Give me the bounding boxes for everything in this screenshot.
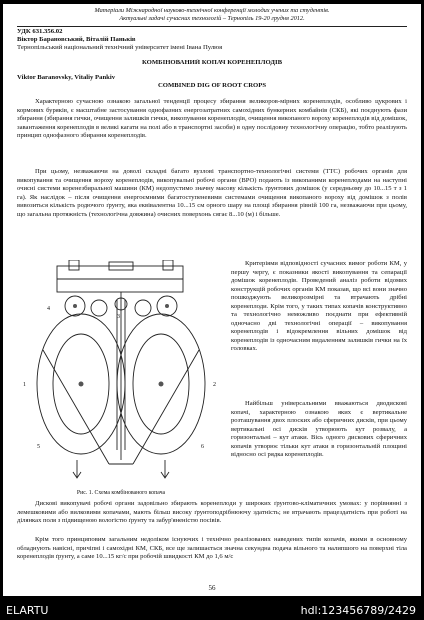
udc-code: УДК 631.356.02 [17, 28, 63, 35]
svg-text:2: 2 [213, 382, 216, 388]
paragraph-6: Крім того принциповим загальним недоліком існуючих і технічно реалізованих наведених типів копачів, якими в основному обладнують навісні, причіпні і самохідні КМ, СКБ, все ще залишається значна секундна подача вільного та налипшого на поверхні тіла коренеплодів ґрунту, а саме 10...15 кг/с при робочій швидкості КМ до 1,6 м/с [17, 536, 407, 561]
header-divider [17, 26, 407, 27]
paragraph-1: Характерною сучасною ознакою загальної тенденції процесу збирання великоров-мірних коренеплодів, особливо цукрових і кормових буряків, є масштабне застосування однофазних енергозатратних самохідних бункерних комбайнів (СКБ), які поєднують фази збирання (збирання гички, очищення залишків гички, викопування коренеплодів, очищення викопаного вороху коренеплодів від домішок, завантаження коренеплодів в великі кагати на полі або в транспортні засоби) в одну послідовну технологічну операцію, тобто реалізують принцип однофазного збирання коренеплодів. [17, 98, 407, 140]
header-line-1: Матеріали Міжнародної науково-технічної конференції молодих учених та студентів. [94, 7, 330, 14]
authors-uk: Віктор Барановський, Віталій Паньків [17, 36, 136, 43]
title-en: COMBINED DIG OF ROOT CROPS [157, 82, 267, 89]
svg-text:5: 5 [37, 444, 40, 450]
figure-root-digger-scheme [17, 260, 225, 482]
svg-text:4: 4 [47, 306, 50, 312]
document-page [3, 4, 421, 596]
figure-caption: Рис. 1. Схема комбінованого копача [76, 490, 166, 496]
header-line-2: Актуальні задачі сучасних технологій – Тернопіль 19-20 грудня 2012. [119, 15, 305, 22]
title-uk: КОМБІНОВАНИЙ КОПАЧ КОРЕНЕПЛОДІВ [141, 59, 283, 66]
paragraph-4: Найбільш універсальними вважаються дводискові копачі, характерною ознакою яких є вертикальне розташування двох плоских або сферичних дисків, при цьому вертикальні осі дисків утворюють кут розвалу, а горизонтальні – кут атаки. Вісь одного дискових сферичних копачів утворює тільки кут атаки в горизонтальній площині відносно осі рядка коренеплодів. [231, 400, 407, 459]
authors-en: Viktor Baranovsky, Vitaliy Pankiv [17, 74, 116, 81]
paragraph-2: При цьому, незважаючи на доволі складні багато вузлові транспортно-технологічні системи (ТТС) робочих органів для викопування та очищення вороху коренеплодів, викопувальні робочі органи (ВРО) подають із викопаними коренеплодами на наступні очисні системи коренезбиральної машини (КМ) недопустимо значну масову кількість ґрунтових домішок (у середньому до 10...15 т з 1 га). Як наслідок – після очищення енергоємними багатоступеневими системами очищення викопаного вороху від домішок з полів вивозиться кількість родючого ґрунту, яка еквівалентна 10...15 см орного шару на площі збирання рівній 100 га, незважаючи при цьому, що загальна протяжність (технологічна довжина) очисних поверхонь сягає 8...10 (м) і більше. [17, 168, 407, 218]
svg-text:1: 1 [23, 382, 26, 388]
paragraph-3: Критеріями відповідності сучасних вимог роботи КМ, у першу чергу, є показники якості викопування та сепарації домішок коренеплодів. Проведений аналіз роботи відомих конструкцій робочих органів КМ показав, що всі вони значно пошкоджують великорозмірні та втрачають дрібні коренеплоди. Крім того, у таких типах копачів конструктивно та технологічно неможливо поєднати при ефективній одночасно дві технологічні операції – викопування коренеплодів і відокремлення вільних домішок від коренеплодів із одночасним видаленням залишків гички на їх головках. [231, 260, 407, 353]
viewer-footer [0, 600, 424, 620]
digger-diagram [17, 260, 225, 482]
paragraph-5: Дискові викопувачі робочі органи задовільно збирають коренеплоди у широких ґрунтово-кліматичних умовах: у порівнянні з лемешковими або вилковими копачами, мають більш високу ґрунтоподрібнюючу здатність; не втрачають працездатність при роботі на ділянках поля з підвищеною вологістю ґрунту та забур'яненістю посівів. [17, 500, 407, 525]
affiliation: Тернопільський національний технічний університет імені Івана Пулюя [17, 44, 223, 51]
page-number: 56 [208, 584, 216, 592]
repository-label: ELARTU [6, 604, 49, 617]
svg-text:3: 3 [117, 314, 120, 320]
svg-text:6: 6 [201, 444, 204, 450]
conference-header [17, 7, 407, 23]
handle-identifier: hdl:123456789/2429 [300, 604, 416, 617]
